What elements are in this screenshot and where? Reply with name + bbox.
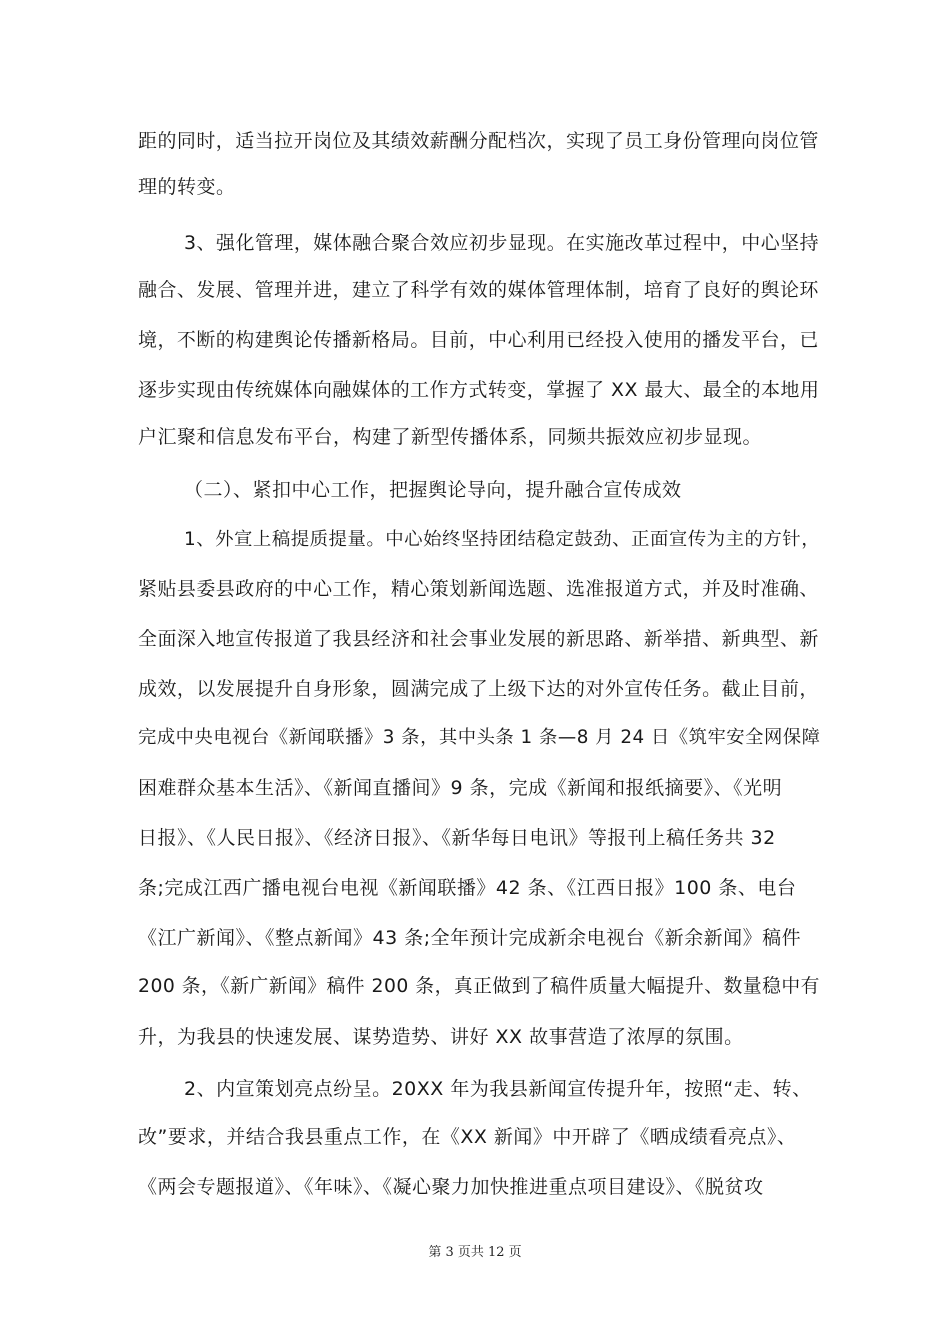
paragraph-line: 日报》、《人民日报》、《经济日报》、《新华每日电讯》等报刊上稿任务共 32 (138, 827, 776, 849)
paragraph-line: 境，不断的构建舆论传播新格局。目前，中心利用已经投入使用的播发平台，已 (138, 329, 819, 351)
paragraph-line: 完成中央电视台《新闻联播》3 条，其中头条 1 条—8 月 24 日《筑牢安全网保障 (138, 727, 821, 748)
paragraph-line: 1、外宣上稿提质提量。中心始终坚持团结稳定鼓劲、正面宣传为主的方针， (184, 529, 821, 550)
paragraph-line: 升，为我县的快速发展、谋势造势、讲好 XX 故事营造了浓厚的氛围。 (138, 1026, 744, 1048)
paragraph-line: 紧贴县委县政府的中心工作，精心策划新闻选题、选准报道方式，并及时准确、 (138, 578, 819, 600)
paragraph-line: 成效，以发展提升自身形象，圆满完成了上级下达的对外宣传任务。截止目前， (138, 678, 819, 700)
paragraph-line: 3、强化管理，媒体融合聚合效应初步显现。在实施改革过程中，中心坚持 (184, 232, 820, 254)
paragraph-line: 逐步实现由传统媒体向融媒体的工作方式转变，掌握了 XX 最大、最全的本地用 (138, 379, 820, 401)
paragraph-line: 《江广新闻》、《整点新闻》43 条;全年预计完成新余电视台《新余新闻》稿件 (138, 927, 802, 949)
paragraph-line: 条;完成江西广播电视台电视《新闻联播》42 条、《江西日报》100 条、电台 (138, 877, 797, 899)
paragraph-line: 改”要求，并结合我县重点工作，在《XX 新闻》中开辟了《晒成绩看亮点》、 (138, 1126, 797, 1148)
paragraph-line: 融合、发展、管理并进，建立了科学有效的媒体管理体制，培育了良好的舆论环 (138, 279, 819, 301)
paragraph-line: 全面深入地宣传报道了我县经济和社会事业发展的新思路、新举措、新典型、新 (138, 628, 819, 650)
paragraph-line: 困难群众基本生活》、《新闻直播间》9 条，完成《新闻和报纸摘要》、《光明 (138, 777, 783, 799)
paragraph-line: 2、内宣策划亮点纷呈。20XX 年为我县新闻宣传提升年，按照“走、转、 (184, 1078, 812, 1100)
paragraph-line: 理的转变。 (138, 176, 236, 198)
paragraph-line: 距的同时，适当拉开岗位及其绩效薪酬分配档次，实现了员工身份管理向岗位管 (138, 130, 819, 152)
paragraph-line: 《两会专题报道》、《年味》、《凝心聚力加快推进重点项目建设》、《脱贫攻 (138, 1176, 764, 1198)
section-heading: （二）、紧扣中心工作，把握舆论导向，提升融合宣传成效 (184, 479, 682, 501)
paragraph-line: 户汇聚和信息发布平台，构建了新型传播体系，同频共振效应初步显现。 (138, 426, 763, 448)
page-number-footer: 第 3 页共 12 页 (428, 1245, 522, 1260)
paragraph-line: 200 条，《新广新闻》稿件 200 条，真正做到了稿件质量大幅提升、数量稳中有 (138, 976, 820, 997)
